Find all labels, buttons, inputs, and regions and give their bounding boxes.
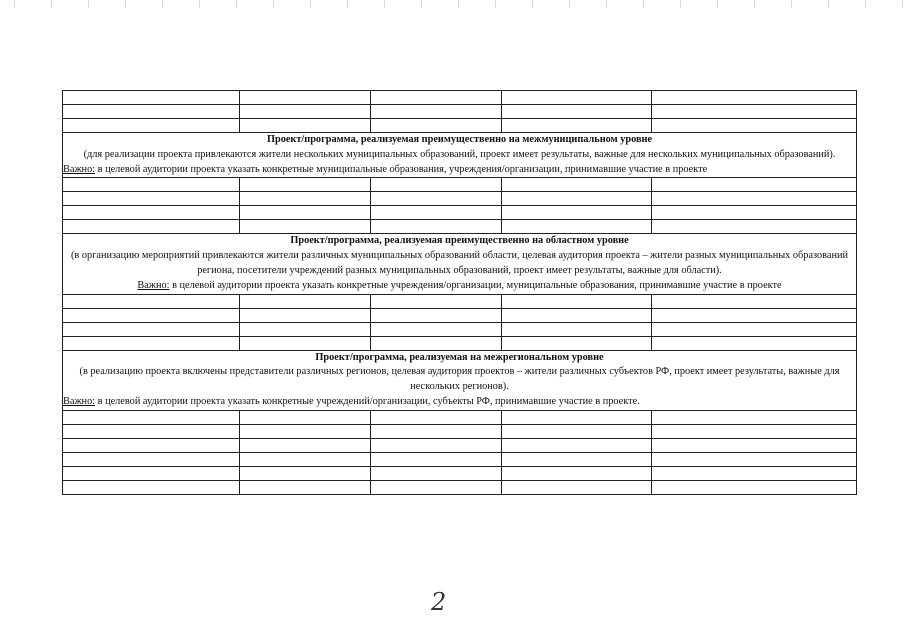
section-note [63, 395, 856, 410]
table-cell[interactable] [371, 438, 502, 452]
table-cell[interactable] [652, 424, 857, 438]
table-cell[interactable] [652, 308, 857, 322]
table-cell[interactable] [652, 336, 857, 350]
table-cell[interactable] [63, 466, 240, 480]
table-cell[interactable] [502, 424, 652, 438]
note-label: Важно: [63, 395, 96, 407]
table-cell[interactable] [63, 480, 240, 494]
table-cell[interactable] [652, 294, 857, 308]
table-cell[interactable] [63, 424, 240, 438]
table-cell[interactable] [502, 466, 652, 480]
table-cell[interactable] [652, 410, 857, 424]
table-cell[interactable] [240, 438, 371, 452]
table-row [63, 308, 857, 322]
table-cell[interactable] [502, 91, 652, 105]
table-cell[interactable] [502, 119, 652, 133]
table-row [63, 91, 857, 105]
table-cell[interactable] [240, 192, 371, 206]
table-row [63, 466, 857, 480]
table-cell[interactable] [240, 410, 371, 424]
table-row [63, 410, 857, 424]
table-row [63, 480, 857, 494]
table-cell[interactable] [371, 206, 502, 220]
section-cell [63, 133, 857, 178]
table-cell[interactable] [652, 206, 857, 220]
table-cell[interactable] [502, 192, 652, 206]
table-cell[interactable] [502, 452, 652, 466]
table-cell[interactable] [652, 466, 857, 480]
table-cell[interactable] [63, 206, 240, 220]
table-cell[interactable] [371, 322, 502, 336]
table-cell[interactable] [371, 336, 502, 350]
table-cell[interactable] [502, 178, 652, 192]
table-row [63, 424, 857, 438]
table-cell[interactable] [240, 424, 371, 438]
table-row [63, 119, 857, 133]
project-table [62, 90, 857, 495]
table-cell[interactable] [63, 192, 240, 206]
table-cell[interactable] [63, 438, 240, 452]
table-cell[interactable] [502, 438, 652, 452]
table-cell[interactable] [240, 466, 371, 480]
section-note [63, 163, 856, 178]
table-cell[interactable] [240, 308, 371, 322]
table-cell[interactable] [502, 336, 652, 350]
section-header-regional [63, 234, 857, 294]
table-cell[interactable] [63, 336, 240, 350]
table-cell[interactable] [371, 294, 502, 308]
table-cell[interactable] [652, 105, 857, 119]
table-cell[interactable] [240, 452, 371, 466]
table-cell[interactable] [652, 438, 857, 452]
table-cell[interactable] [371, 424, 502, 438]
table-cell[interactable] [371, 452, 502, 466]
table-cell[interactable] [502, 480, 652, 494]
table-row [63, 206, 857, 220]
table-row [63, 336, 857, 350]
table-row [63, 294, 857, 308]
table-cell[interactable] [502, 294, 652, 308]
table-cell[interactable] [371, 308, 502, 322]
table-row [63, 220, 857, 234]
table-cell[interactable] [652, 220, 857, 234]
table-row [63, 322, 857, 336]
note-label: Важно: [63, 163, 96, 175]
section-cell [63, 234, 857, 294]
table-cell[interactable] [240, 220, 371, 234]
section-cell [63, 350, 857, 410]
table-cell[interactable] [240, 105, 371, 119]
table-cell[interactable] [63, 105, 240, 119]
table-cell[interactable] [63, 410, 240, 424]
page-number: 2 [431, 588, 447, 616]
table-cell[interactable] [371, 91, 502, 105]
table-cell[interactable] [371, 105, 502, 119]
table-cell[interactable] [240, 480, 371, 494]
note-text: в целевой аудитории проекта указать конкретные учреждения/организации, муниципальные образования, принимавшие участие в проекте [169, 279, 782, 291]
table-cell[interactable] [63, 308, 240, 322]
table-cell[interactable] [63, 91, 240, 105]
table-row [63, 438, 857, 452]
table-cell[interactable] [63, 294, 240, 308]
table-cell[interactable] [652, 178, 857, 192]
table-cell[interactable] [240, 119, 371, 133]
note-label: Важно: [137, 279, 170, 291]
table-row [63, 105, 857, 119]
note-text: в целевой аудитории проекта указать конкретные учреждений/организации, субъекты РФ, принимавшие участие в проекте. [95, 395, 640, 407]
table-cell[interactable] [63, 178, 240, 192]
table-cell[interactable] [652, 322, 857, 336]
table-cell[interactable] [502, 220, 652, 234]
table-cell[interactable] [652, 452, 857, 466]
table-cell[interactable] [652, 91, 857, 105]
table-cell[interactable] [240, 91, 371, 105]
scan-artifact-top [0, 0, 905, 8]
table-cell[interactable] [371, 410, 502, 424]
table-cell[interactable] [63, 220, 240, 234]
section-description: (в организацию мероприятий привлекаются жители различных муниципальных образований области, целевая аудитория проекта – жители разных муниципальных образований региона, посетители учреждений разных муниципальных образований, проект имеет результаты, важные для области). [71, 250, 848, 276]
table-cell[interactable] [63, 452, 240, 466]
table-cell[interactable] [371, 192, 502, 206]
table-cell[interactable] [502, 410, 652, 424]
section-description: (для реализации проекта привлекаются жители нескольких муниципальных образований, проект имеет результаты, важные для нескольких муниципальных образований). [83, 148, 836, 160]
table-cell[interactable] [240, 294, 371, 308]
table-cell[interactable] [240, 206, 371, 220]
note-text: в целевой аудитории проекта указать конкретные муниципальные образования, учреждения/организации, принимавшие участие в проекте [95, 163, 708, 175]
table-cell[interactable] [63, 322, 240, 336]
table-cell[interactable] [652, 480, 857, 494]
table-cell[interactable] [371, 480, 502, 494]
table-row [63, 452, 857, 466]
section-header-interregional [63, 350, 857, 410]
section-title: Проект/программа, реализуемая на межрегиональном уровне [315, 351, 604, 363]
table-cell[interactable] [502, 322, 652, 336]
table-cell[interactable] [502, 206, 652, 220]
table-cell[interactable] [240, 178, 371, 192]
section-description: (в реализацию проекта включены представители различных регионов, целевая аудитория проектов – жители различных субъектов РФ, проект имеет результаты, важные для нескольких регионов). [79, 366, 840, 393]
section-title: Проект/программа, реализуемая преимущественно на областном уровне [290, 235, 629, 247]
table-cell[interactable] [371, 466, 502, 480]
section-header-intermunicipal [63, 133, 857, 178]
table-cell[interactable] [63, 119, 240, 133]
table-cell[interactable] [240, 336, 371, 350]
table-cell[interactable] [371, 178, 502, 192]
table-cell[interactable] [652, 119, 857, 133]
table-cell[interactable] [240, 322, 371, 336]
section-note [63, 279, 856, 294]
table-row [63, 192, 857, 206]
table-cell[interactable] [652, 192, 857, 206]
table-cell[interactable] [502, 308, 652, 322]
table-cell[interactable] [371, 119, 502, 133]
section-title: Проект/программа, реализуемая преимущественно на межмуниципальном уровне [266, 134, 653, 145]
table-cell[interactable] [502, 105, 652, 119]
table-row [63, 178, 857, 192]
table-cell[interactable] [371, 220, 502, 234]
